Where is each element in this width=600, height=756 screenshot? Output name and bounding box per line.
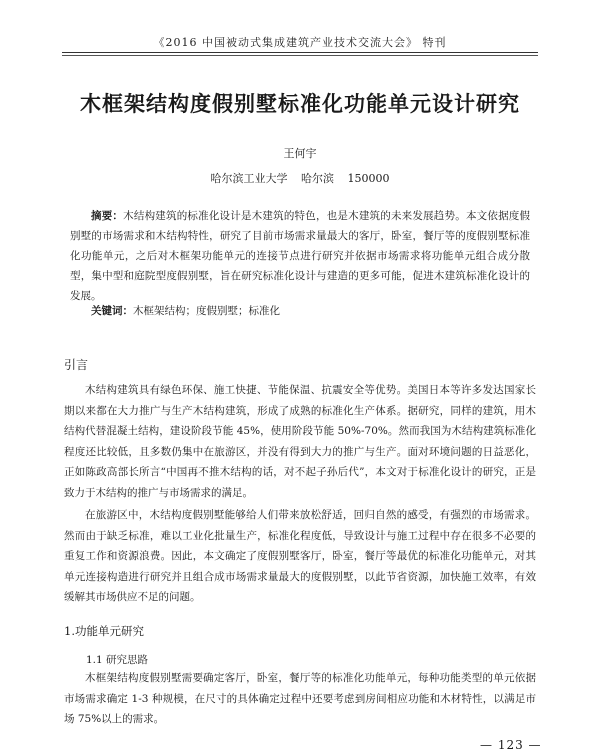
keywords: [70, 303, 530, 318]
abstract: [70, 206, 530, 306]
affiliation-university: 哈尔滨工业大学: [210, 172, 288, 185]
keywords-label: 关键词：: [91, 305, 133, 317]
page-number: — 123 —: [480, 738, 542, 752]
keywords-text: 木框架结构；度假别墅；标准化: [133, 305, 280, 317]
section-heading-1: 1.功能单元研究: [64, 624, 144, 638]
body-paragraph-3: 木框架结构度假别墅需要确定客厅，卧室，餐厅等的标准化功能单元，每种功能类型的单元依据市场需求确定 1-3 种规模，在尺寸的具体确定过程中还要考虑到房间相应功能和木材特性，以满足市场 75%以上的需求。: [64, 672, 536, 726]
affiliation-postcode: 150000: [347, 172, 390, 185]
affiliation-city: 哈尔滨: [301, 172, 334, 185]
abstract-label: 摘要：: [91, 210, 124, 222]
author-name: 王何宇: [283, 147, 317, 160]
body-paragraph-2: 在旅游区中，木结构度假别墅能够给人们带来放松舒适，回归自然的感受，有强烈的市场需求。然而由于缺乏标准，难以工业化批量生产，标准化程度低，导致设计与施工过程中存在很多不必要的重复工作和资源浪费。因此，本文确定了度假别墅客厅，卧室，餐厅等最优的标准化功能单元，对其单元连接构造进行研究并且组合成市场需求量最大的度假别墅，以此节省资源，加快施工效率，有效缓解其市场供应不足的问题。: [64, 509, 536, 604]
abstract-text: 木结构建筑的标准化设计是木建筑的特色，也是木建筑的未来发展趋势。本文依据度假别墅的市场需求和木结构特性，研究了目前市场需求量最大的客厅，卧室，餐厅等的度假别墅标准化功能单元，之后对木框架功能单元的连接节点进行研究并依据市场需求将功能单元组合成分散型，集中型和庭院型度假别墅，旨在研究标准化设计与建造的更多可能，促进木建筑标准化设计的发展。: [70, 210, 531, 302]
subsection-heading-1-1: 1.1 研究思路: [86, 654, 149, 666]
affiliation: [0, 170, 600, 186]
paper-title: 木框架结构度假别墅标准化功能单元设计研究: [80, 92, 520, 116]
section-heading-intro: 引言: [64, 358, 89, 372]
body-paragraph-1: 木结构建筑具有绿色环保、施工快捷、节能保温、抗震安全等优势。美国日本等许多发达国家长期以来都在大力推广与生产木结构建筑，形成了成熟的标准化生产体系。据研究，同样的建筑，用木结构代替混凝土结构，建设阶段节能 45%，使用阶段节能 50%-70%。然而我国为木结构建筑标准化程度还比较低，且多数仍集中在旅游区，并没有得到大力的推广与生产。面对环境问题的日益恶化，正如陈政高部长所言“中国再不推木结构的话，对不起子孙后代”，本文对于标准化设计的研究，正是致力于木结构的推广与市场需求的满足。: [64, 384, 536, 499]
header-rule-thick: [62, 52, 538, 53]
running-header: 《2016 中国被动式集成建筑产业技术交流大会》 特刊: [153, 36, 447, 49]
header-rule-thin: [62, 55, 538, 56]
